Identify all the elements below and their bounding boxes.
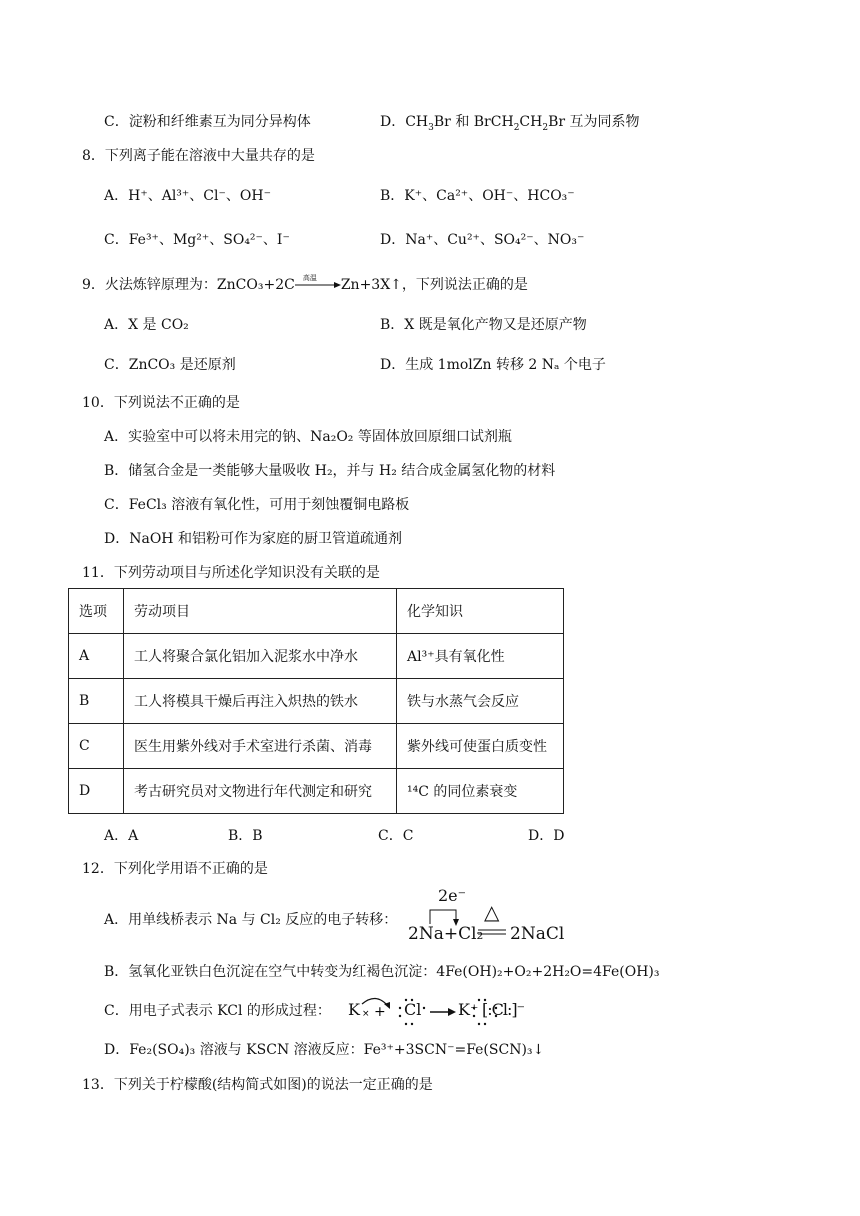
q11-option-a: A．A (104, 828, 139, 844)
q9-option-d: D．生成 1molZn 转移 2 Nₐ 个电子 (380, 357, 606, 373)
q12-electron-formula: K × + Cl K⁺ [:Cl:]⁻ (348, 994, 528, 1028)
q12-option-a: A．用单线桥表示 Na 与 Cl₂ 反应的电子转移： (104, 912, 398, 928)
q11-table (68, 588, 564, 814)
table-cell: 工人将模具干燥后再注入炽热的铁水 (124, 679, 397, 724)
table-cell: B (69, 679, 124, 724)
q11-option-d: D．D (528, 828, 565, 844)
table-cell: 紫外线可使蛋白质变性 (397, 724, 564, 769)
q11-stem: 11．下列劳动项目与所述化学知识没有关联的是 (82, 565, 380, 581)
q9-reaction-arrow: 高温 (295, 280, 341, 290)
q9-stem: 9．火法炼锌原理为：ZnCO₃+2C 高温 Zn+3X↑，下列说法正确的是 (82, 274, 528, 293)
table-row (69, 769, 564, 814)
q9-option-b: B．X 既是氧化产物又是还原产物 (380, 317, 587, 333)
q9-products: Zn+3X↑ (340, 277, 402, 293)
q10-option-d: D．NaOH 和铝粉可作为家庭的厨卫管道疏通剂 (104, 531, 402, 547)
q11-option-c: C．C (378, 828, 414, 844)
table-cell: 考古研究员对文物进行年代测定和研究 (124, 769, 397, 814)
q12-option-b: B．氢氧化亚铁白色沉淀在空气中转变为红褐色沉淀：4Fe(OH)₂+O₂+2H₂O=4Fe(OH)₃ (104, 964, 660, 980)
q9-reactants: ZnCO₃+2C (216, 277, 295, 293)
q10-stem: 10．下列说法不正确的是 (82, 395, 240, 411)
table-header-cell: 劳动项目 (124, 589, 397, 634)
q9-option-a: A．X 是 CO₂ (104, 317, 189, 333)
table-row (69, 679, 564, 724)
table-cell: D (69, 769, 124, 814)
q12-option-d: D．Fe₂(SO₄)₃ 溶液与 KSCN 溶液反应：Fe³⁺+3SCN⁻=Fe(SCN)₃↓ (104, 1042, 545, 1058)
q11-option-b: B．B (228, 828, 263, 844)
table-cell: 铁与水蒸气会反应 (397, 679, 564, 724)
svg-text:+: + (374, 1004, 386, 1020)
table-header-row (69, 589, 564, 634)
table-cell: A (69, 634, 124, 679)
q9-option-c: C．ZnCO₃ 是还原剂 (104, 357, 236, 373)
q8-option-b: B．K⁺、Ca²⁺、OH⁻、HCO₃⁻ (380, 188, 575, 204)
q10-option-a: A．实验室中可以将未用完的钠、Na₂O₂ 等固体放回原细口试剂瓶 (104, 429, 512, 445)
q7-option-d: D．$CH_3Br$ 和 $BrCH_2CH_2Br$ 互为同系物 (380, 114, 640, 133)
q7-option-c: C．淀粉和纤维素互为同分异构体 (104, 114, 311, 130)
table-header-cell: 选项 (69, 589, 124, 634)
table-header-cell: 化学知识 (397, 589, 564, 634)
table-cell: C (69, 724, 124, 769)
q10-option-b: B．储氢合金是一类能够大量吸收 H₂，并与 H₂ 结合成金属氢化物的材料 (104, 463, 556, 479)
q12-stem: 12．下列化学用语不正确的是 (82, 861, 268, 877)
q8-option-d: D．Na⁺、Cu²⁺、SO₄²⁻、NO₃⁻ (380, 232, 585, 248)
table-cell: ¹⁴C 的同位素衰变 (397, 769, 564, 814)
svg-text:×: × (362, 1009, 370, 1019)
table-cell: 医生用紫外线对手术室进行杀菌、消毒 (124, 724, 397, 769)
q10-option-c: C．FeCl₃ 溶液有氧化性，可用于刻蚀覆铜电路板 (104, 497, 410, 513)
q8-option-a: A．H⁺、Al³⁺、Cl⁻、OH⁻ (104, 188, 271, 204)
table-row (69, 724, 564, 769)
q8-option-c: C．Fe³⁺、Mg²⁺、SO₄²⁻、I⁻ (104, 232, 290, 248)
table-cell: 工人将聚合氯化铝加入泥浆水中净水 (124, 634, 397, 679)
table-cell: Al³⁺具有氧化性 (397, 634, 564, 679)
q12-option-c: C．用电子式表示 KCl 的形成过程： (104, 1003, 331, 1019)
q13-stem: 13．下列关于柠檬酸(结构简式如图)的说法一定正确的是 (82, 1077, 433, 1093)
q12-single-bridge-equation: 2e⁻ 2Na+Cl₂ △ 2NaCl (408, 886, 565, 944)
q8-stem: 8．下列离子能在溶液中大量共存的是 (82, 148, 315, 164)
table-row (69, 634, 564, 679)
